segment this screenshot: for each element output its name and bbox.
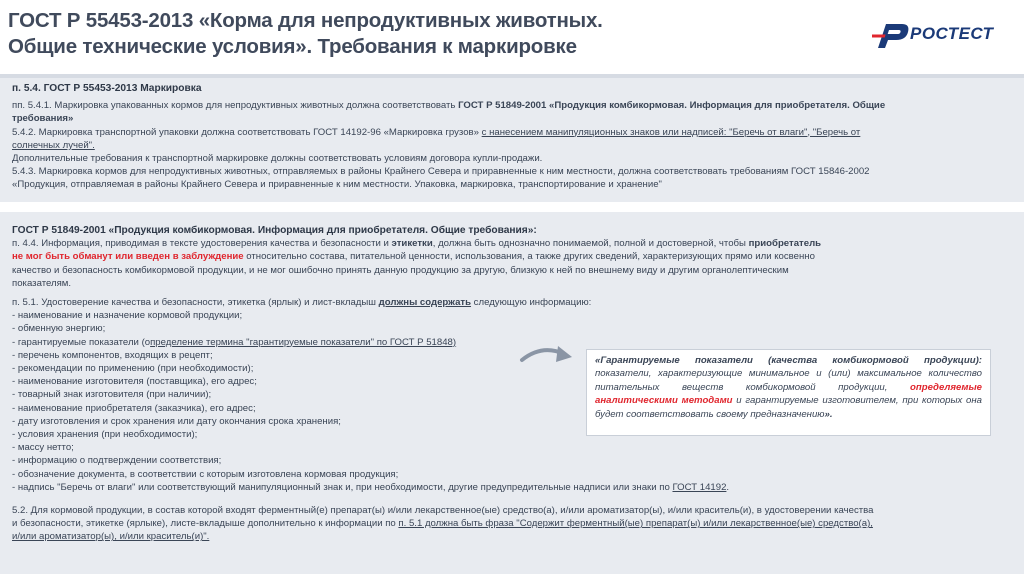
rostest-logo — [872, 18, 1012, 54]
clause-5-4-2-underlined: с нанесением манипуляционных знаков или надписей: "Беречь от влаги", "Беречь от — [481, 126, 861, 138]
clause-5-2-phrase: п. 5.1 должна быть фраза "Содержит ферментный(ые) препарат(ы) и/или лекарственное(ые) средство(а), — [398, 518, 873, 530]
list-item: - рекомендации по применению (при необходимости); — [12, 363, 254, 375]
list-item-text-o: о — [144, 336, 151, 348]
list-item: - перечень компонентов, входящих в рецепт; — [12, 349, 213, 361]
list-item-end: . — [726, 481, 730, 493]
list-item: - наименование приобретателя (заказчика), его адрес; — [12, 402, 256, 414]
clause-4-4-line1 — [12, 237, 1024, 250]
clause-5-2-text-b: и безопасности, этикетке (ярлыке), листе-вкладыше дополнительно к информации по — [12, 518, 399, 530]
clause-4-4-label: этикетки — [391, 238, 433, 250]
guaranteed-indicators-link[interactable]: пределение термина "гарантируемые показатели" по ГОСТ Р 51848) — [150, 336, 457, 348]
logo-text: РОСТЕСТ — [910, 24, 994, 43]
clause-5-4-1 — [12, 99, 1024, 112]
section2-heading: ГОСТ Р 51849-2001 «Продукция комбикормовая. Информация для приобретателя. Общие требования»: — [12, 225, 537, 236]
clause-5-4-1-ref: ГОСТ Р 51849-2001 «Продукция комбикормовая. Информация для приобретателя. Общие — [458, 100, 886, 112]
clause-5-1-must: должны содержать — [378, 297, 472, 309]
clause-5-4-2 — [12, 126, 1024, 139]
clause-5-1-intro — [12, 296, 1024, 309]
curved-arrow-icon — [518, 340, 578, 366]
list-item-text: - надпись "Беречь от влаги" или соответствующий манипуляционный знак и, при необходимости, другие предупредительные надписи или знаки по — [12, 481, 673, 493]
clause-4-4-line3: качество и безопасность комбикормовой продукции, и не мог ошибочно принять данную продукцию за другую, близкую к ней по внешнему виду и другим органолептическим — [12, 264, 789, 276]
clause-5-4-2-text: 5.4.2. Маркировка транспортной упаковки должна соответствовать ГОСТ 14192-96 «Маркировка грузов» — [12, 126, 482, 138]
clause-4-4-text-f: относительно состава, питательной ценности, использования, а также других сведений, характеризующих прямо или косвенно — [243, 251, 815, 263]
clause-4-4-buyer: приобретатель — [748, 238, 822, 250]
clause-additional: Дополнительные требования к транспортной маркировке должны соответствовать условиям договора купли-продажи. — [12, 153, 543, 165]
clause-4-4-highlight: не мог быть обманут или введен в заблуждение — [12, 251, 244, 263]
rostest-logo-icon — [872, 18, 912, 52]
definition-text-d: и гарантируемые изготовителем, при которых она будет соответствовать своему предназначению — [595, 395, 983, 420]
clause-4-4-text-c: , должна быть однозначно понимаемой, полной и достоверной, чтобы — [432, 238, 749, 250]
definition-term: «Гарантируемые показатели (качества комбикормовой продукции): — [595, 355, 982, 366]
list-item: - дату изготовления и срок хранения или дату окончания срока хранения; — [12, 415, 341, 427]
clause-5-2-line1: 5.2. Для кормовой продукции, в состав которой входят ферментный(е) препарат(ы) и/или лекарственное(ые) средство(а), и/или ароматизатор(ы), и/или краситель(и), в удостоверении качества — [12, 505, 874, 517]
list-item-text: - гарантируемые показатели ( — [12, 336, 145, 348]
list-item — [12, 481, 1024, 494]
list-item: - наименование изготовителя (поставщика), его адрес; — [12, 376, 257, 388]
gost-14192-link[interactable]: ГОСТ 14192 — [672, 481, 727, 493]
list-item: - обменную энергию; — [12, 323, 106, 335]
clause-5-4-3-line1: 5.4.3. Маркировка кормов для непродуктивных животных, отправляемых в районы Крайнего Севера и приравненные к ним местности, должна соответствовать требованиям ГОСТ 15846-2002 — [12, 166, 870, 178]
clause-4-4-line2 — [12, 250, 1024, 263]
list-item: - информацию о подтверждении соответствия; — [12, 455, 222, 467]
list-item: - условия хранения (при необходимости); — [12, 429, 198, 441]
definition-text-b: показатели, характеризующие минимальное и (или) максимальное количество питательных веществ комбикормовой продукции, — [595, 368, 982, 393]
clause-4-4-text-a: п. 4.4. Информация, приводимая в тексте удостоверения качества и безопасности и — [12, 238, 392, 250]
title-line-1: ГОСТ Р 55453-2013 «Корма для непродуктивных животных. — [8, 9, 603, 32]
clause-5-4-2-end: солнечных лучей". — [12, 139, 95, 151]
clause-5-4-3-line2: «Продукция, отправляемая в районы Крайнего Севера и приравненные к ним местности. Упаковка, маркировка, транспортирование и хранение" — [12, 179, 662, 191]
clause-5-1-text-c: следующую информацию: — [471, 297, 592, 309]
clause-5-2-line3: и/или ароматизатор(ы), и/или краситель(и)". — [12, 531, 210, 543]
list-item: - наименование и назначение кормовой продукции; — [12, 310, 243, 322]
title-line-2: Общие технические условия». Требования к маркировке — [8, 35, 577, 58]
page-title — [8, 8, 808, 60]
list-item: - массу нетто; — [12, 442, 74, 454]
clause-5-4-1-text: пп. 5.4.1. Маркировка упакованных кормов для непродуктивных животных должна соответствовать — [12, 100, 459, 112]
definition-end: ». — [824, 408, 833, 420]
list-item: - обозначение документа, в соответствии с которым изготовлена кормовая продукция; — [12, 468, 399, 480]
definition-box — [586, 349, 991, 436]
clause-4-4-line4: показателям. — [12, 277, 72, 289]
slide-header — [0, 0, 1024, 76]
section1-heading: п. 5.4. ГОСТ Р 55453-2013 Маркировка — [12, 83, 202, 94]
clause-5-2-line2 — [12, 517, 1024, 530]
clause-5-4-1-ref-end: требования» — [12, 113, 74, 125]
definition-highlight: определяемые аналитическими методами — [595, 381, 982, 407]
list-item: - товарный знак изготовителя (при наличии); — [12, 389, 212, 401]
marking-section — [0, 78, 1024, 202]
clause-5-1-text-a: п. 5.1. Удостоверение качества и безопасности, этикетка (ярлык) и лист-вкладыш — [12, 297, 379, 309]
